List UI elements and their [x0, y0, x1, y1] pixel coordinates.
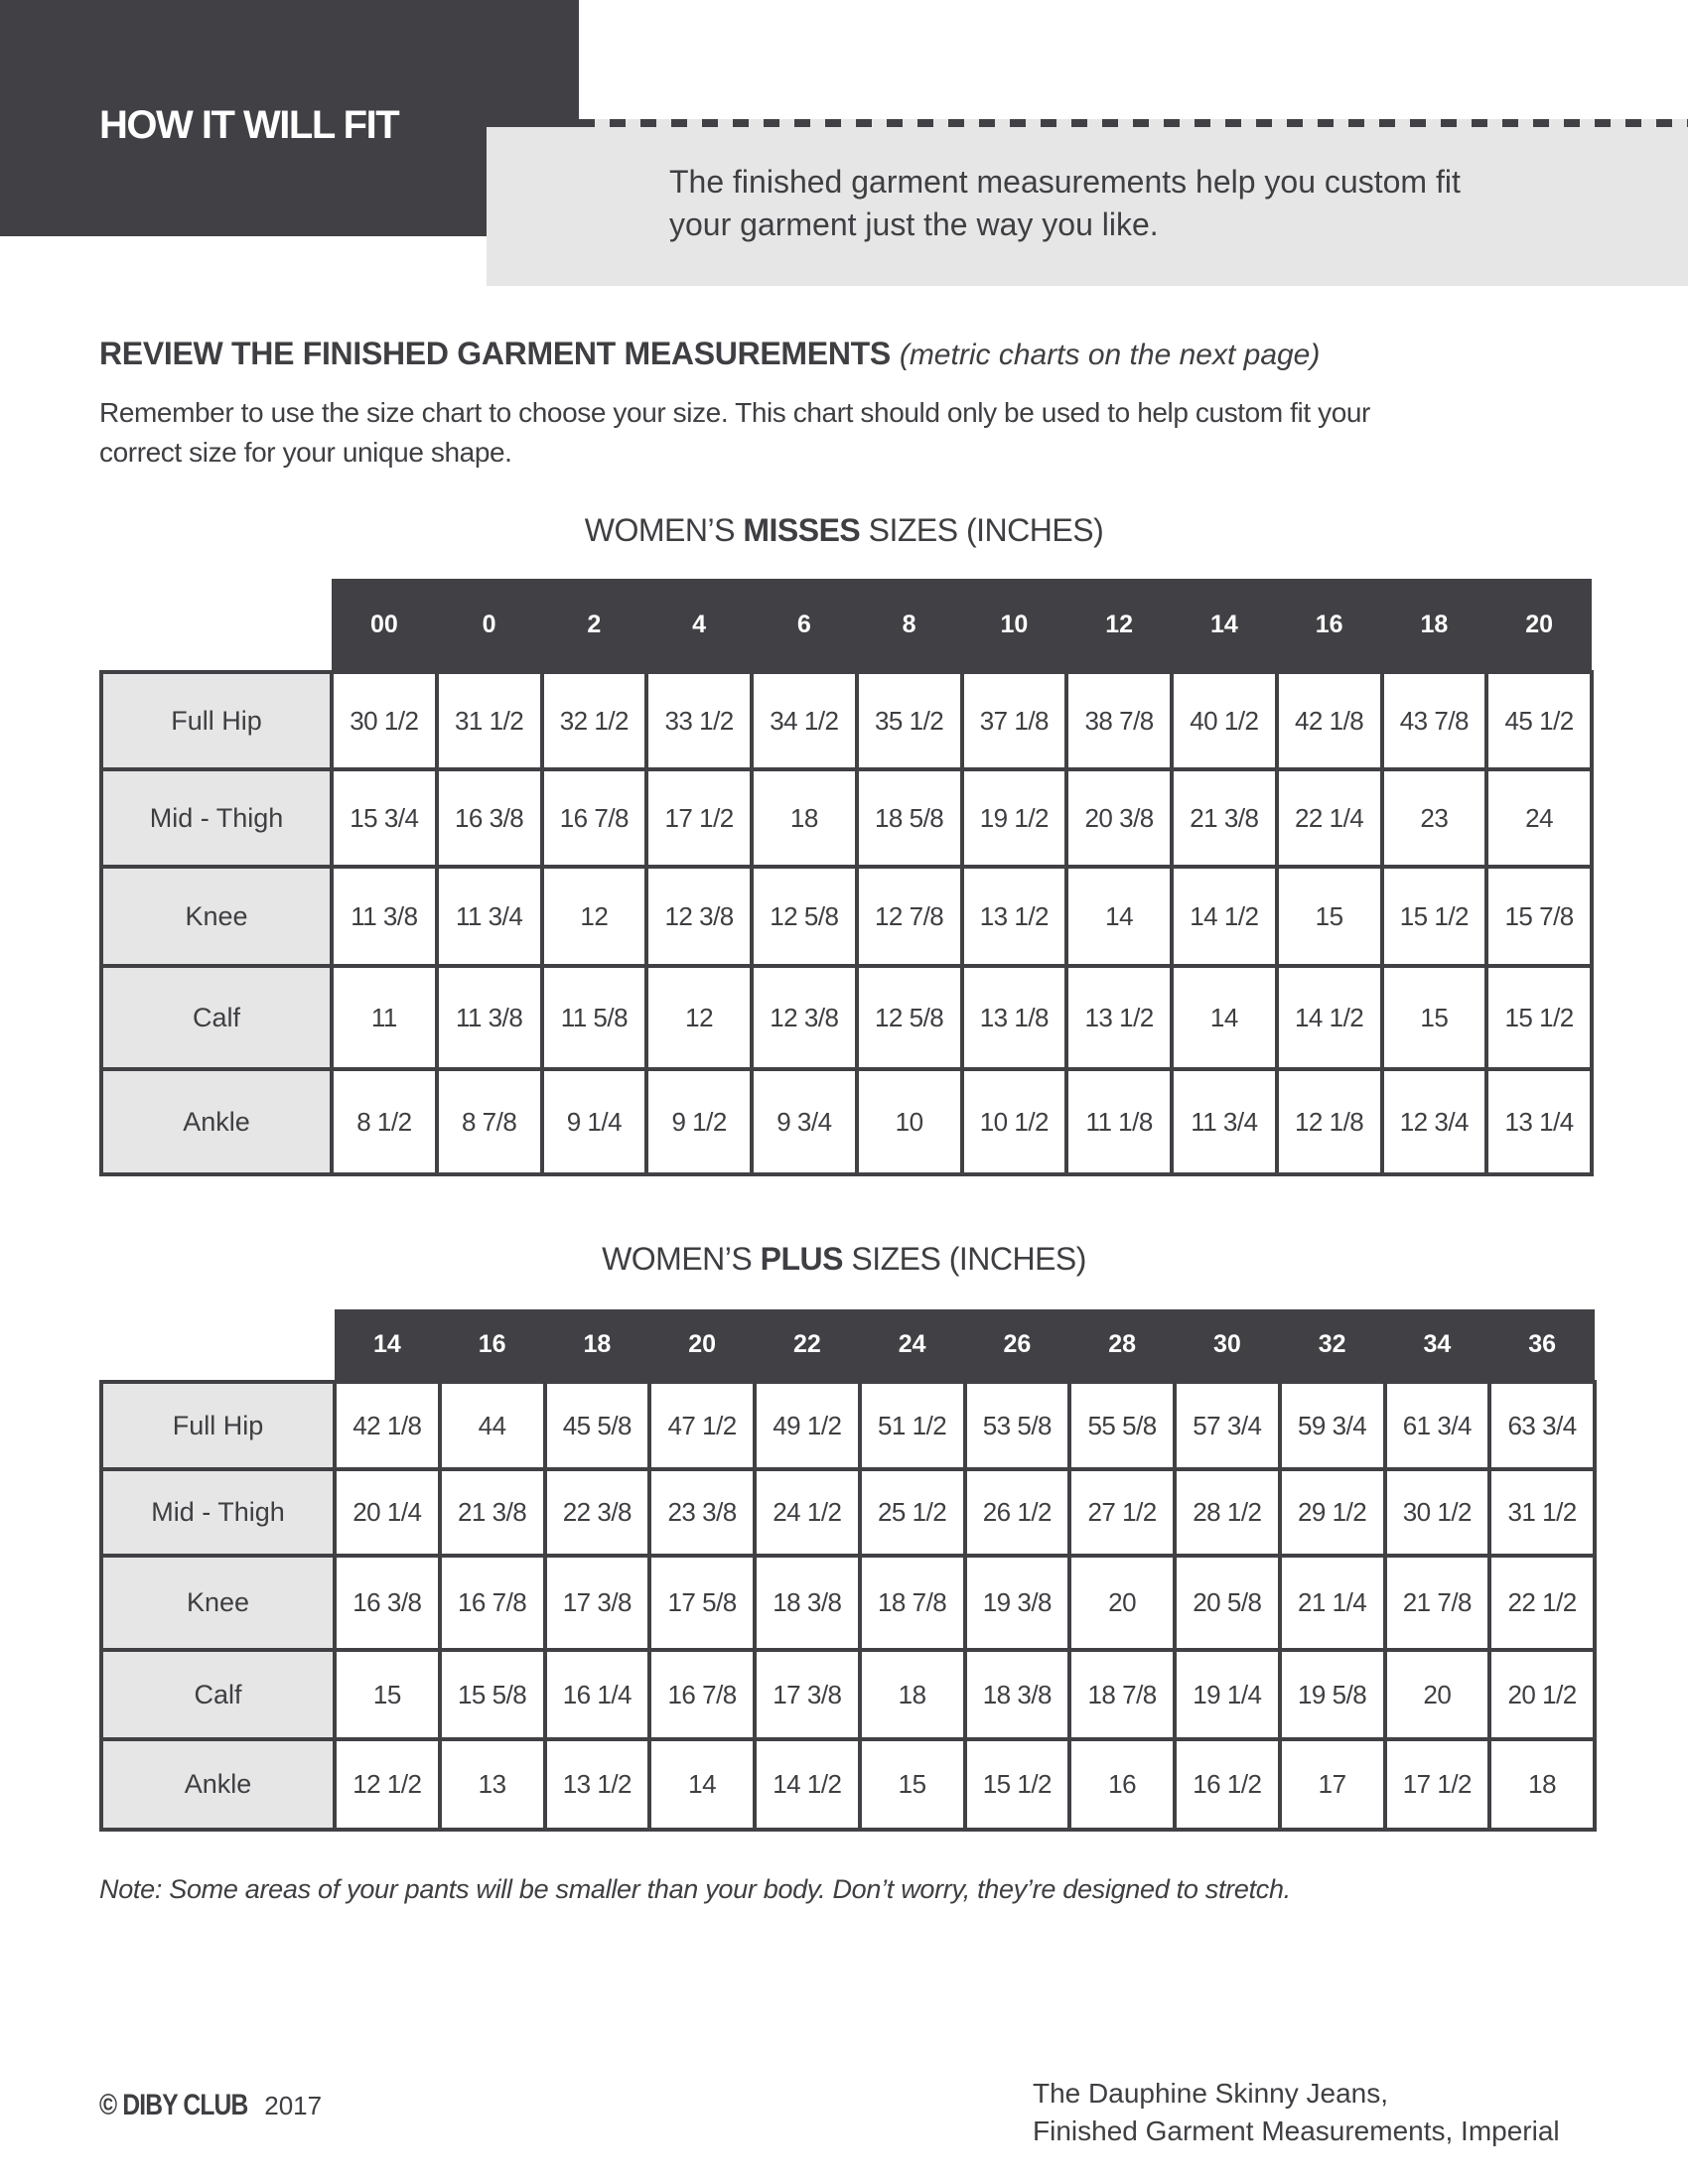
measurement-value: 15 1/2 — [965, 1739, 1070, 1830]
measurement-value: 49 1/2 — [755, 1382, 860, 1469]
measurement-value: 32 1/2 — [542, 672, 647, 769]
measurement-row — [101, 1382, 1595, 1469]
measurement-value: 18 3/8 — [965, 1650, 1070, 1739]
size-column-header: 0 — [437, 579, 542, 672]
doc-title-line-1: The Dauphine Skinny Jeans, — [1033, 2078, 1388, 2109]
measurement-value: 53 5/8 — [965, 1382, 1070, 1469]
measurement-value: 22 3/8 — [545, 1469, 650, 1556]
measurement-value: 15 — [1382, 966, 1487, 1069]
page-title: HOW IT WILL FIT — [99, 103, 399, 147]
measurement-row — [101, 1650, 1595, 1739]
measurement-value: 31 1/2 — [1489, 1469, 1595, 1556]
measurement-value: 12 5/8 — [857, 966, 962, 1069]
measurement-value: 44 — [440, 1382, 545, 1469]
measurement-value: 31 1/2 — [437, 672, 542, 769]
size-column-header: 6 — [752, 579, 857, 672]
size-column-header: 12 — [1066, 579, 1172, 672]
measurement-value: 16 7/8 — [440, 1556, 545, 1650]
measurement-value: 45 5/8 — [545, 1382, 650, 1469]
misses-title-bold: MISSES — [743, 512, 861, 548]
measurement-value: 18 5/8 — [857, 769, 962, 867]
section-heading — [99, 336, 1320, 372]
measurement-label: Mid - Thigh — [101, 769, 332, 867]
corner-cell — [101, 1309, 335, 1382]
size-column-header: 8 — [857, 579, 962, 672]
measurement-value: 15 7/8 — [1486, 867, 1592, 966]
measurement-value: 17 1/2 — [646, 769, 752, 867]
measurement-value: 18 — [860, 1650, 965, 1739]
measurement-value: 11 1/8 — [1066, 1069, 1172, 1174]
measurement-value: 57 3/4 — [1175, 1382, 1280, 1469]
header-row — [101, 1309, 1595, 1382]
measurement-value: 16 1/2 — [1175, 1739, 1280, 1830]
corner-cell — [101, 579, 332, 672]
measurement-value: 11 5/8 — [542, 966, 647, 1069]
measurement-label: Ankle — [101, 1069, 332, 1174]
measurement-value: 42 1/8 — [335, 1382, 440, 1469]
diby-club-logo: © DIBY CLUB — [99, 2089, 248, 2121]
measurement-value: 9 1/4 — [542, 1069, 647, 1174]
measurement-value: 17 1/2 — [1385, 1739, 1490, 1830]
size-column-header: 30 — [1175, 1309, 1280, 1382]
measurement-value: 28 1/2 — [1175, 1469, 1280, 1556]
measurement-value: 12 3/8 — [752, 966, 857, 1069]
size-column-header: 14 — [335, 1309, 440, 1382]
measurement-value: 45 1/2 — [1486, 672, 1592, 769]
measurement-value: 16 3/8 — [437, 769, 542, 867]
measurement-value: 15 1/2 — [1486, 966, 1592, 1069]
measurement-row — [101, 966, 1592, 1069]
measurement-value: 40 1/2 — [1172, 672, 1277, 769]
measurement-value: 18 3/8 — [755, 1556, 860, 1650]
measurement-value: 16 1/4 — [545, 1650, 650, 1739]
measurement-value: 19 1/2 — [962, 769, 1067, 867]
header-subtitle — [669, 161, 1662, 246]
measurement-value: 12 7/8 — [857, 867, 962, 966]
measurement-value: 19 1/4 — [1175, 1650, 1280, 1739]
measurement-row — [101, 1556, 1595, 1650]
measurement-value: 12 1/2 — [335, 1739, 440, 1830]
measurement-value: 11 3/8 — [332, 867, 437, 966]
measurement-value: 18 — [752, 769, 857, 867]
measurement-value: 23 — [1382, 769, 1487, 867]
measurement-value: 18 7/8 — [860, 1556, 965, 1650]
dashed-divider — [579, 119, 1688, 127]
measurement-label: Full Hip — [101, 1382, 335, 1469]
measurement-value: 14 — [1172, 966, 1277, 1069]
copyright-year: 2017 — [264, 2091, 323, 2120]
measurement-value: 11 3/4 — [437, 867, 542, 966]
measurement-value: 20 1/2 — [1489, 1650, 1595, 1739]
plus-size-table — [99, 1309, 1597, 1832]
measurement-value: 13 1/2 — [545, 1739, 650, 1830]
measurement-value: 11 — [332, 966, 437, 1069]
measurement-value: 12 1/8 — [1277, 1069, 1382, 1174]
measurement-value: 9 3/4 — [752, 1069, 857, 1174]
intro-line-1: Remember to use the size chart to choose your size. This chart should only be used to help custom fit your — [99, 397, 1370, 428]
measurement-row — [101, 672, 1592, 769]
measurement-value: 29 1/2 — [1280, 1469, 1385, 1556]
measurement-value: 12 3/4 — [1382, 1069, 1487, 1174]
size-column-header: 18 — [545, 1309, 650, 1382]
measurement-value: 37 1/8 — [962, 672, 1067, 769]
size-column-header: 24 — [860, 1309, 965, 1382]
measurement-value: 13 1/2 — [962, 867, 1067, 966]
size-column-header: 34 — [1385, 1309, 1490, 1382]
stretch-note: Note: Some areas of your pants will be smaller than your body. Don’t worry, they’re designed to stretch. — [99, 1874, 1291, 1904]
measurement-value: 30 1/2 — [1385, 1469, 1490, 1556]
measurement-value: 61 3/4 — [1385, 1382, 1490, 1469]
measurement-value: 13 1/8 — [962, 966, 1067, 1069]
misses-title-suffix: SIZES (INCHES) — [868, 512, 1104, 548]
measurement-value: 12 — [542, 867, 647, 966]
measurement-row — [101, 1739, 1595, 1830]
measurement-value: 15 — [335, 1650, 440, 1739]
measurement-value: 16 7/8 — [649, 1650, 755, 1739]
size-column-header: 16 — [1277, 579, 1382, 672]
measurement-row — [101, 769, 1592, 867]
measurement-value: 13 1/4 — [1486, 1069, 1592, 1174]
measurement-value: 16 7/8 — [542, 769, 647, 867]
measurement-value: 8 1/2 — [332, 1069, 437, 1174]
measurement-value: 8 7/8 — [437, 1069, 542, 1174]
measurement-value: 24 1/2 — [755, 1469, 860, 1556]
measurement-value: 14 — [1066, 867, 1172, 966]
measurement-value: 47 1/2 — [649, 1382, 755, 1469]
measurement-value: 12 5/8 — [752, 867, 857, 966]
footer-brand — [99, 2089, 322, 2122]
size-column-header: 20 — [649, 1309, 755, 1382]
size-column-header: 20 — [1486, 579, 1592, 672]
measurement-value: 14 — [649, 1739, 755, 1830]
size-column-header: 2 — [542, 579, 647, 672]
section-heading-italic: (metric charts on the next page) — [899, 339, 1321, 371]
section-heading-bold: REVIEW THE FINISHED GARMENT MEASUREMENTS — [99, 336, 891, 371]
measurement-value: 15 — [1277, 867, 1382, 966]
measurement-value: 33 1/2 — [646, 672, 752, 769]
measurement-value: 19 3/8 — [965, 1556, 1070, 1650]
intro-paragraph — [99, 393, 1569, 473]
measurement-value: 15 3/4 — [332, 769, 437, 867]
measurement-value: 18 — [1489, 1739, 1595, 1830]
measurement-value: 24 — [1486, 769, 1592, 867]
measurement-value: 17 3/8 — [545, 1556, 650, 1650]
header-subtitle-line-1: The finished garment measurements help you custom fit — [669, 164, 1461, 200]
plus-title-suffix: SIZES (INCHES) — [851, 1241, 1086, 1277]
size-column-header: 10 — [962, 579, 1067, 672]
measurement-label: Full Hip — [101, 672, 332, 769]
measurement-value: 19 5/8 — [1280, 1650, 1385, 1739]
measurement-value: 11 3/8 — [437, 966, 542, 1069]
plus-table-title — [0, 1241, 1688, 1278]
measurement-value: 20 — [1069, 1556, 1175, 1650]
measurement-label: Calf — [101, 1650, 335, 1739]
measurement-value: 10 1/2 — [962, 1069, 1067, 1174]
measurement-value: 17 5/8 — [649, 1556, 755, 1650]
measurement-value: 12 3/8 — [646, 867, 752, 966]
measurement-value: 16 — [1069, 1739, 1175, 1830]
size-column-header: 4 — [646, 579, 752, 672]
measurement-value: 18 7/8 — [1069, 1650, 1175, 1739]
footer-doc-title — [1033, 2075, 1560, 2150]
measurement-row — [101, 1069, 1592, 1174]
size-column-header: 28 — [1069, 1309, 1175, 1382]
measurement-value: 43 7/8 — [1382, 672, 1487, 769]
header-row — [101, 579, 1592, 672]
measurement-value: 15 5/8 — [440, 1650, 545, 1739]
measurement-value: 51 1/2 — [860, 1382, 965, 1469]
measurement-value: 11 3/4 — [1172, 1069, 1277, 1174]
measurement-value: 14 1/2 — [1277, 966, 1382, 1069]
measurement-value: 12 — [646, 966, 752, 1069]
measurement-value: 63 3/4 — [1489, 1382, 1595, 1469]
misses-size-table — [99, 579, 1594, 1176]
measurement-value: 21 1/4 — [1280, 1556, 1385, 1650]
measurement-value: 30 1/2 — [332, 672, 437, 769]
measurement-value: 20 1/4 — [335, 1469, 440, 1556]
measurement-label: Mid - Thigh — [101, 1469, 335, 1556]
measurement-value: 10 — [857, 1069, 962, 1174]
measurement-row — [101, 1469, 1595, 1556]
measurement-value: 55 5/8 — [1069, 1382, 1175, 1469]
measurement-value: 27 1/2 — [1069, 1469, 1175, 1556]
measurement-value: 21 3/8 — [440, 1469, 545, 1556]
measurement-value: 22 1/2 — [1489, 1556, 1595, 1650]
measurement-value: 26 1/2 — [965, 1469, 1070, 1556]
measurement-value: 15 — [860, 1739, 965, 1830]
measurement-value: 15 1/2 — [1382, 867, 1487, 966]
measurement-value: 35 1/2 — [857, 672, 962, 769]
size-column-header: 22 — [755, 1309, 860, 1382]
doc-title-line-2: Finished Garment Measurements, Imperial — [1033, 2116, 1560, 2146]
measurement-value: 22 1/4 — [1277, 769, 1382, 867]
measurement-value: 9 1/2 — [646, 1069, 752, 1174]
size-column-header: 26 — [965, 1309, 1070, 1382]
measurement-value: 13 — [440, 1739, 545, 1830]
measurement-value: 20 5/8 — [1175, 1556, 1280, 1650]
measurement-value: 20 3/8 — [1066, 769, 1172, 867]
misses-title-prefix: WOMEN’S — [584, 512, 735, 548]
measurement-value: 42 1/8 — [1277, 672, 1382, 769]
measurement-value: 20 — [1385, 1650, 1490, 1739]
misses-table-title — [0, 512, 1688, 549]
size-column-header: 16 — [440, 1309, 545, 1382]
measurement-value: 13 1/2 — [1066, 966, 1172, 1069]
measurement-value: 17 3/8 — [755, 1650, 860, 1739]
size-column-header: 36 — [1489, 1309, 1595, 1382]
measurement-row — [101, 867, 1592, 966]
measurement-value: 14 1/2 — [1172, 867, 1277, 966]
measurement-value: 34 1/2 — [752, 672, 857, 769]
size-column-header: 18 — [1382, 579, 1487, 672]
header-subtitle-line-2: your garment just the way you like. — [669, 206, 1159, 242]
measurement-value: 25 1/2 — [860, 1469, 965, 1556]
measurement-label: Knee — [101, 1556, 335, 1650]
measurement-label: Calf — [101, 966, 332, 1069]
size-column-header: 14 — [1172, 579, 1277, 672]
measurement-label: Knee — [101, 867, 332, 966]
intro-line-2: correct size for your unique shape. — [99, 437, 512, 468]
measurement-value: 23 3/8 — [649, 1469, 755, 1556]
measurement-value: 14 1/2 — [755, 1739, 860, 1830]
measurement-label: Ankle — [101, 1739, 335, 1830]
measurement-value: 21 3/8 — [1172, 769, 1277, 867]
size-column-header: 32 — [1280, 1309, 1385, 1382]
size-column-header: 00 — [332, 579, 437, 672]
measurement-value: 16 3/8 — [335, 1556, 440, 1650]
measurement-value: 17 — [1280, 1739, 1385, 1830]
measurement-value: 21 7/8 — [1385, 1556, 1490, 1650]
plus-title-bold: PLUS — [760, 1241, 843, 1277]
plus-title-prefix: WOMEN’S — [602, 1241, 753, 1277]
measurement-value: 38 7/8 — [1066, 672, 1172, 769]
measurement-value: 59 3/4 — [1280, 1382, 1385, 1469]
